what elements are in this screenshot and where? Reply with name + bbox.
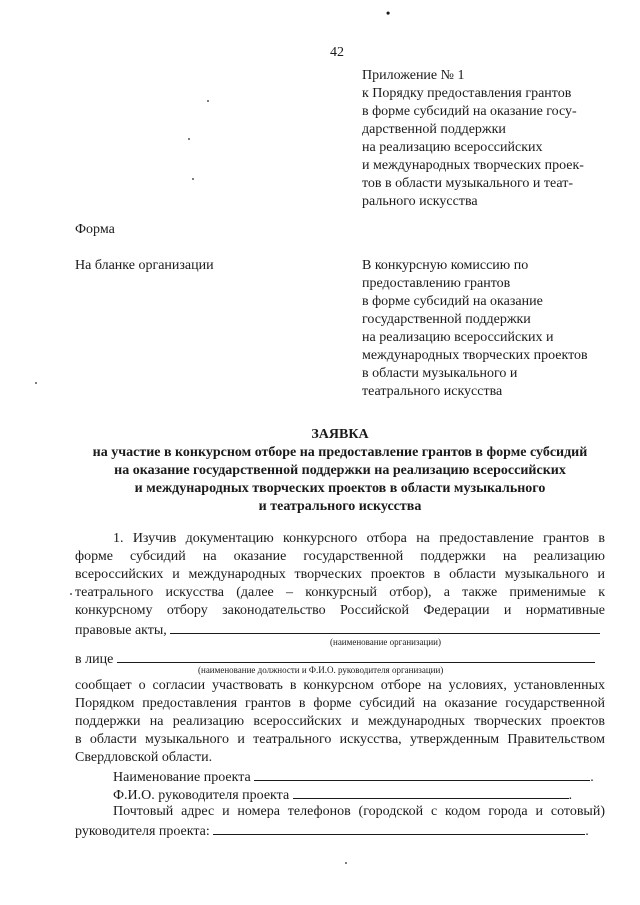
- org-name-prefix: правовые акты,: [75, 623, 167, 638]
- scan-speck: [192, 178, 194, 180]
- title-line: на оказание государственной поддержки на реализацию всероссийских: [114, 463, 566, 478]
- appendix-line: тов в области музыкального и теат-: [362, 176, 574, 191]
- scan-speck: [188, 138, 190, 140]
- addressee-line: В конкурсную комиссию по: [362, 258, 529, 273]
- appendix-line: к Порядку предоставления грантов: [362, 86, 572, 101]
- scan-speck: [207, 100, 209, 102]
- title-line: и международных творческих проектов в области музыкального: [134, 481, 546, 496]
- person-field[interactable]: [117, 649, 595, 663]
- appendix-block: [362, 67, 584, 211]
- project-name-end-mark: .: [590, 770, 594, 785]
- header-mark: •: [386, 6, 391, 20]
- addressee-line: в области музыкального и: [362, 366, 518, 381]
- paragraph1-line: 1. Изучив документацию конкурсного отбора на предоставление грантов в: [113, 531, 605, 546]
- scan-speck: [35, 382, 37, 384]
- postal-field[interactable]: [213, 821, 585, 835]
- project-leader-field[interactable]: [293, 785, 569, 799]
- document-title: [60, 426, 620, 516]
- addressee-line: международных творческих проектов: [362, 348, 588, 363]
- paragraph2-line: Порядком предоставления грантов в форме субсидий на оказание государственной: [75, 696, 605, 711]
- appendix-line: в форме субсидий на оказание госу-: [362, 104, 577, 119]
- paragraph1-line: форме субсидий на оказание государственной поддержки на реализацию: [75, 549, 605, 564]
- org-name-field[interactable]: [170, 620, 600, 634]
- paragraph1-line: конкурсному отбору законодательство Российской Федерации и нормативные: [75, 603, 605, 618]
- page-number: 42: [330, 45, 344, 60]
- scan-speck: [70, 593, 72, 595]
- addressee-line: театрального искусства: [362, 384, 503, 399]
- addressee-line: в форме субсидий на оказание: [362, 294, 543, 309]
- appendix-line: Приложение № 1: [362, 68, 465, 83]
- person-prefix: в лице: [75, 652, 114, 667]
- addressee-line: на реализацию всероссийских и: [362, 330, 554, 345]
- title-line: и театрального искусства: [258, 499, 422, 514]
- appendix-line: дарственной поддержки: [362, 122, 506, 137]
- paragraph2-line: сообщает о согласии участвовать в конкурсном отборе на условиях, установленных: [75, 678, 605, 693]
- project-leader-row: [113, 785, 608, 805]
- postal-end-mark: .: [585, 824, 589, 839]
- addressee-block: [362, 257, 588, 401]
- title-heading: ЗАЯВКА: [311, 427, 369, 442]
- appendix-line: на реализацию всероссийских: [362, 140, 543, 155]
- postal-label-line1: Почтовый адрес и номера телефонов (городской с кодом города и сотовый): [113, 804, 605, 819]
- scan-speck: [345, 862, 347, 864]
- letterhead-label: На бланке организации: [75, 258, 214, 273]
- paragraph2-line: поддержки на реализацию всероссийских и международных творческих проектов: [75, 714, 605, 729]
- appendix-line: и международных творческих проек-: [362, 158, 584, 173]
- project-name-row: [113, 767, 608, 787]
- project-name-field[interactable]: [254, 767, 590, 781]
- paragraph2-line: в области музыкального и театрального искусства, утвержденным Правительством: [75, 732, 605, 747]
- paragraph1-line: всероссийских и международных творческих проектов в области музыкального и: [75, 567, 605, 582]
- paragraph2-line: Свердловской области.: [75, 750, 213, 765]
- project-name-label: Наименование проекта: [113, 770, 251, 785]
- org-name-caption: (наименование организации): [330, 637, 441, 647]
- postal-row: [75, 821, 605, 841]
- form-label: Форма: [75, 222, 115, 237]
- appendix-line: рального искусства: [362, 194, 478, 209]
- paragraph1-line: театрального искусства (далее – конкурсный отбор), а также применимые к: [75, 585, 605, 600]
- postal-label-line2: руководителя проекта:: [75, 824, 210, 839]
- person-caption: (наименование должности и Ф.И.О. руководителя организации): [198, 665, 444, 675]
- addressee-line: предоставлению грантов: [362, 276, 511, 291]
- project-leader-end-mark: .: [568, 788, 573, 803]
- project-leader-label: Ф.И.О. руководителя проекта: [113, 788, 290, 803]
- addressee-line: государственной поддержки: [362, 312, 531, 327]
- title-line: на участие в конкурсном отборе на предоставление грантов в форме субсидий: [92, 445, 588, 460]
